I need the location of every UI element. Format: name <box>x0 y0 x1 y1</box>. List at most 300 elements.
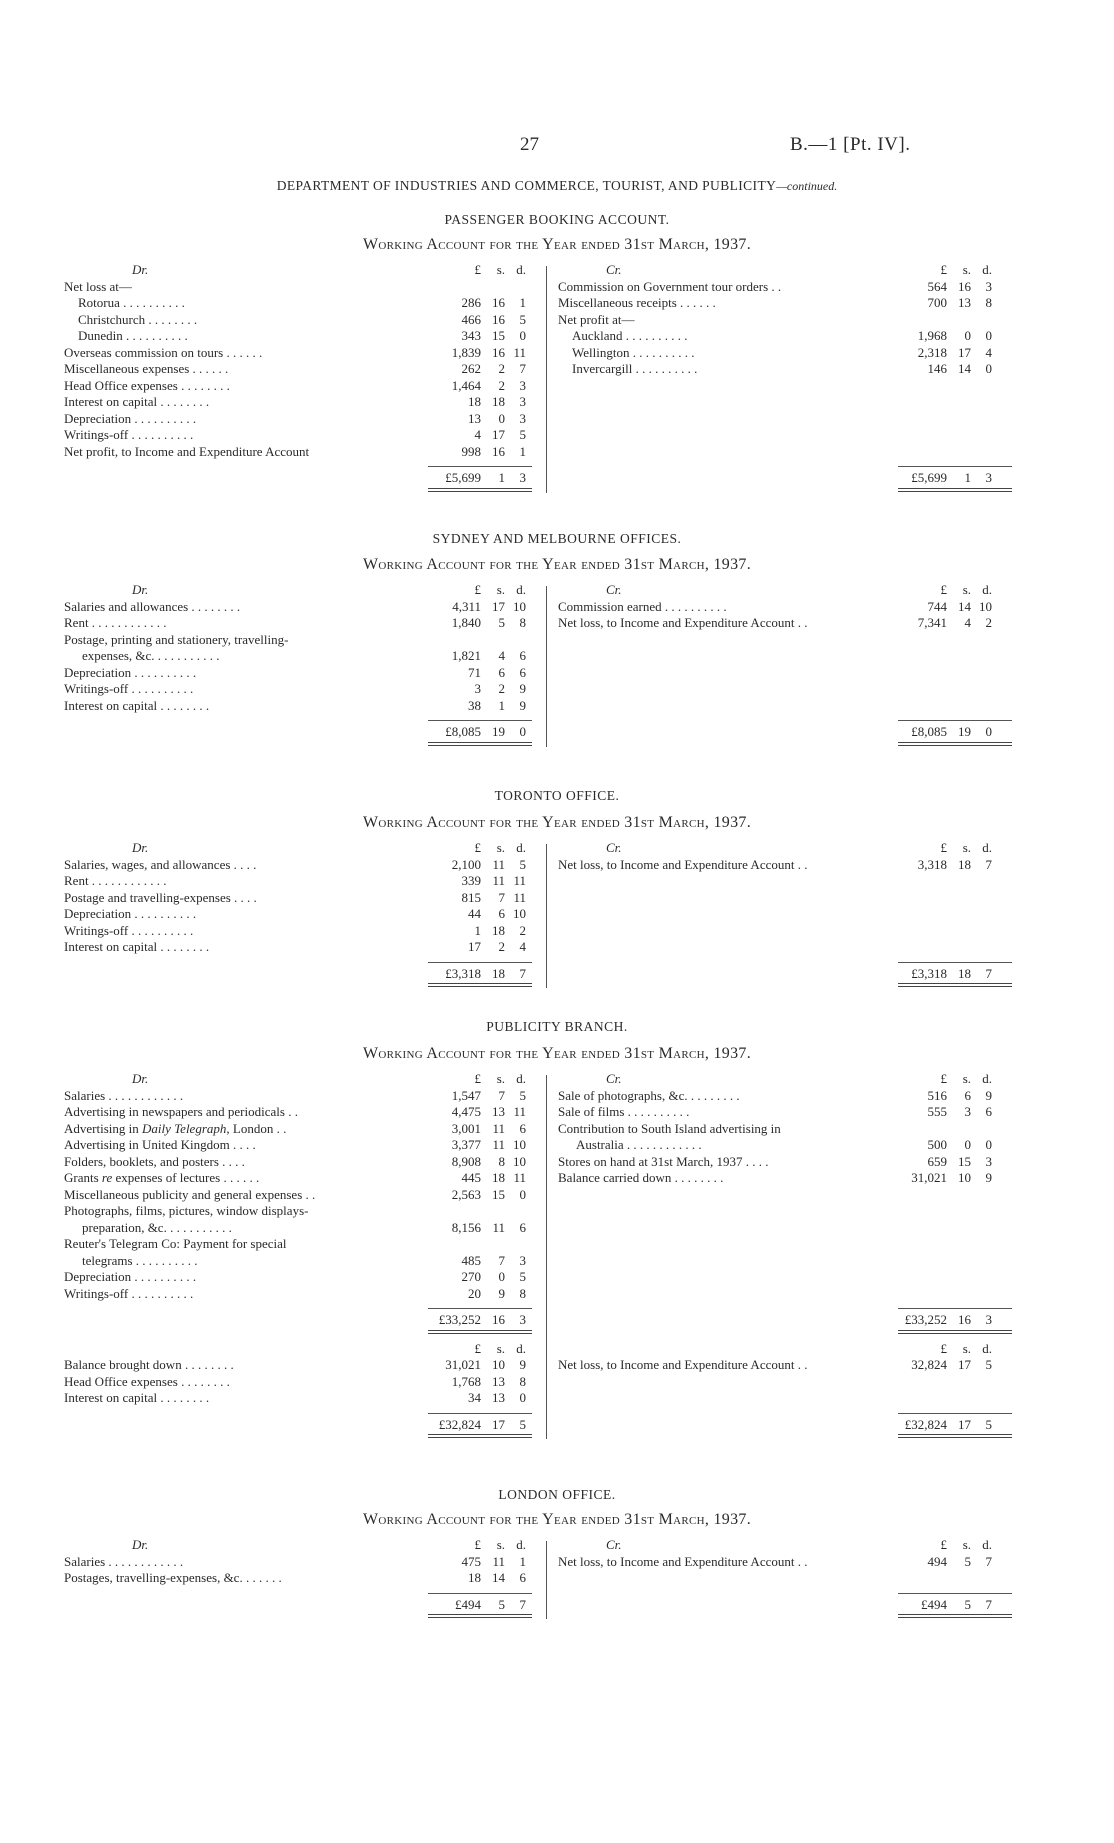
shillings: 2 <box>498 939 505 954</box>
debit-side-2 <box>62 1341 542 1442</box>
blank-row <box>552 378 1036 395</box>
pence: 5 <box>519 427 526 442</box>
debit-side-item <box>62 923 542 940</box>
pounds: £ <box>940 840 947 855</box>
credit-side-item-label: Net loss, to Income and Expenditure Account . . <box>558 615 808 630</box>
debit-side-item <box>62 378 542 395</box>
debit-side-item-label: Grants re expenses of lectures . . . . . . <box>64 1170 260 1185</box>
debit-side-item <box>62 1253 542 1270</box>
pounds: 998 <box>461 443 481 459</box>
debit-side-item <box>62 906 542 923</box>
shillings: 15 <box>492 1186 505 1202</box>
shillings: 8 <box>498 1153 505 1169</box>
pounds: £32,824 <box>438 1416 481 1432</box>
credit-side-item-label: Invercargill . . . . . . . . . . <box>572 361 698 376</box>
credit-side-item-amount <box>888 1088 992 1105</box>
credit-side-item-amount <box>888 599 992 616</box>
debit-side-side-label: Dr. <box>132 1537 149 1552</box>
debit-side-item-label: expenses, &c. . . . . . . . . . . <box>82 648 220 663</box>
pounds: 270 <box>461 1269 481 1284</box>
debit-side-item <box>62 1220 542 1237</box>
pence: d. <box>516 582 526 597</box>
debit-side-item <box>62 1137 542 1154</box>
pounds: £ <box>474 1537 481 1552</box>
shillings: s. <box>496 1340 505 1356</box>
pence: 5 <box>519 1416 526 1432</box>
shillings: 13 <box>492 1390 505 1405</box>
pence: 0 <box>985 328 992 343</box>
credit-side-item <box>552 361 1036 378</box>
debit-side-currency-header-amount <box>422 582 526 599</box>
credit-side-total-amount <box>888 724 992 741</box>
pounds: £ <box>474 582 481 597</box>
pounds: 815 <box>461 889 481 905</box>
shillings: 5 <box>498 615 505 630</box>
account-title: LONDON OFFICE. <box>498 1487 616 1502</box>
debit-side-item <box>62 295 542 312</box>
shillings: 0 <box>964 328 971 343</box>
shillings: 11 <box>492 1553 505 1569</box>
pence: 9 <box>519 681 526 696</box>
debit-side-item-amount <box>422 1121 526 1138</box>
debit-side-header <box>62 840 542 857</box>
debit-side-item-amount <box>422 923 526 940</box>
pence: 3 <box>519 1312 526 1327</box>
blank-row <box>552 1253 1036 1270</box>
blank-row <box>552 698 1036 715</box>
debit-side-item-amount <box>422 295 526 312</box>
pence: 7 <box>985 1596 992 1612</box>
shillings: 2 <box>498 377 505 393</box>
pounds: 8,156 <box>451 1219 481 1235</box>
debit-side-item-label: Writings-off . . . . . . . . . . <box>64 681 194 696</box>
debit-side-2-item-label: Balance brought down . . . . . . . . <box>64 1357 234 1372</box>
pounds: £ <box>474 262 481 277</box>
pounds: £ <box>474 1071 481 1086</box>
credit-side-item <box>552 1137 1036 1154</box>
debit-side-item-label: Folders, booklets, and posters . . . . <box>64 1153 245 1169</box>
debit-side-item <box>62 345 542 362</box>
pounds: 17 <box>468 939 481 954</box>
debit-side-currency-header-amount <box>422 840 526 857</box>
debit-side-item-label: Salaries and allowances . . . . . . . . <box>64 598 241 614</box>
blank-row <box>552 1286 1036 1303</box>
pence: 8 <box>519 615 526 630</box>
debit-side-item <box>62 873 542 890</box>
debit-side-2-item-amount <box>422 1374 526 1391</box>
debit-side-item-amount <box>422 939 526 956</box>
pence: d. <box>982 1537 992 1552</box>
shillings: 18 <box>492 965 505 981</box>
shillings: 7 <box>498 1087 505 1103</box>
debit-side-item-label: Writings-off . . . . . . . . . . <box>64 1285 194 1301</box>
debit-side-2-total-amount <box>422 1417 526 1434</box>
pounds: £8,085 <box>911 724 947 739</box>
account-title: PUBLICITY BRANCH. <box>486 1019 628 1034</box>
credit-side-2-total <box>552 1417 1036 1434</box>
debit-side-header <box>62 262 542 279</box>
column-divider <box>546 586 547 747</box>
credit-side-item-label: Miscellaneous receipts . . . . . . <box>558 295 716 310</box>
pounds: 1,464 <box>451 377 481 393</box>
credit-side <box>552 262 1036 495</box>
shillings: 14 <box>958 598 971 614</box>
debit-side-item-amount <box>422 890 526 907</box>
debit-side-item-label: Christchurch . . . . . . . . <box>78 311 198 327</box>
debit-side-item <box>62 444 542 461</box>
credit-side-item <box>552 599 1036 616</box>
account-subtitle: Working Account for the Year ended 31st March, 1937. <box>362 1511 751 1528</box>
account-title: TORONTO OFFICE. <box>494 788 620 803</box>
pence: 3 <box>985 1312 992 1327</box>
pence: 2 <box>985 615 992 630</box>
blank-row <box>552 1269 1036 1286</box>
credit-side-total <box>552 1312 1036 1329</box>
shillings: 18 <box>958 965 971 981</box>
debit-side-item-amount <box>422 345 526 362</box>
shillings: 11 <box>492 873 505 888</box>
credit-side-item <box>552 857 1036 874</box>
pounds: 32,824 <box>911 1357 947 1372</box>
account-subtitle: Working Account for the Year ended 31st March, 1937. <box>362 556 751 573</box>
pounds: 38 <box>468 697 481 713</box>
shillings: s. <box>496 1537 505 1552</box>
debit-side-item-label: Head Office expenses . . . . . . . . <box>64 377 230 393</box>
debit-side-item-label: Rent . . . . . . . . . . . . <box>64 615 167 630</box>
pounds: 564 <box>927 278 947 294</box>
credit-side-item <box>552 279 1036 296</box>
credit-side-item-label: Wellington . . . . . . . . . . <box>572 344 695 360</box>
pounds: 516 <box>927 1087 947 1103</box>
debit-side-item-amount <box>422 615 526 632</box>
shillings: 19 <box>492 724 505 739</box>
shillings: 17 <box>492 598 505 614</box>
debit-side-item-amount <box>422 1269 526 1286</box>
credit-side-item-label: Net loss, to Income and Expenditure Account . . <box>558 856 808 872</box>
credit-side-2-item-label: Net loss, to Income and Expenditure Account . . <box>558 1357 808 1372</box>
debit-side-item-amount <box>422 328 526 345</box>
credit-side-total-amount <box>888 1597 992 1614</box>
pounds: £32,824 <box>904 1416 947 1432</box>
credit-side-item-amount <box>888 361 992 378</box>
pence: 5 <box>519 1087 526 1103</box>
blank-row <box>552 1374 1036 1391</box>
pence: 3 <box>519 1252 526 1268</box>
shillings: s. <box>962 1537 971 1552</box>
pounds: 3,377 <box>451 1137 481 1152</box>
shillings: 11 <box>492 1137 505 1152</box>
credit-side-item-amount <box>888 295 992 312</box>
shillings: 1 <box>498 470 505 485</box>
pounds: 343 <box>461 328 481 343</box>
pounds: 3 <box>474 681 481 696</box>
double-rule <box>62 1329 542 1337</box>
debit-side-item-amount <box>422 1154 526 1171</box>
pounds: £5,699 <box>445 470 481 485</box>
debit-side <box>62 1071 542 1337</box>
pounds: 659 <box>927 1153 947 1169</box>
credit-side-item-label: Australia . . . . . . . . . . . . <box>576 1137 702 1152</box>
blank-row <box>552 1203 1036 1220</box>
credit-side-item-label: Net loss, to Income and Expenditure Account . . <box>558 1553 808 1569</box>
continued-note: —continued. <box>776 179 838 193</box>
debit-side-item <box>62 1203 542 1220</box>
double-rule <box>62 982 542 990</box>
debit-side-item-label: Rotorua . . . . . . . . . . <box>78 295 185 310</box>
pounds: 262 <box>461 361 481 376</box>
pounds: 1,768 <box>451 1373 481 1389</box>
credit-side-currency-header-amount <box>888 262 992 279</box>
credit-side <box>552 1537 1036 1621</box>
debit-side-item-amount <box>422 698 526 715</box>
debit-side-currency-header-amount <box>422 1071 526 1088</box>
debit-side-currency-header-amount <box>422 1537 526 1554</box>
debit-side-item-amount <box>422 444 526 461</box>
pence: 0 <box>519 328 526 343</box>
shillings: 13 <box>958 295 971 310</box>
pence: d. <box>982 262 992 277</box>
debit-side-2-currency-header-amount <box>422 1341 526 1358</box>
pounds: £3,318 <box>911 965 947 981</box>
pounds: 744 <box>927 598 947 614</box>
blank-row <box>552 427 1036 444</box>
pounds: 18 <box>468 1570 481 1585</box>
credit-side-item-amount <box>888 328 992 345</box>
debit-side-side-label: Dr. <box>132 262 149 277</box>
pence: 1 <box>519 443 526 459</box>
shillings: 16 <box>958 1312 971 1327</box>
pounds: £33,252 <box>904 1312 947 1327</box>
debit-side-item-label: Rent . . . . . . . . . . . . <box>64 873 167 888</box>
pence: 11 <box>513 889 526 905</box>
debit-side-total <box>62 1312 542 1329</box>
debit-side-side-label: Dr. <box>132 582 149 597</box>
shillings: 9 <box>498 1285 505 1301</box>
debit-side-total <box>62 1597 542 1614</box>
pounds: £494 <box>455 1596 481 1612</box>
shillings: 4 <box>498 648 505 663</box>
debit-side <box>62 1537 542 1621</box>
debit-side-item-label: Reuter's Telegram Co: Payment for special <box>64 1236 287 1251</box>
debit-side-header <box>62 1071 542 1088</box>
debit-side-item <box>62 665 542 682</box>
pounds: 146 <box>927 361 947 376</box>
double-rule <box>552 1613 1036 1621</box>
credit-side-currency-header-amount <box>888 582 992 599</box>
total-rule <box>552 460 1036 470</box>
credit-side-total-amount <box>888 966 992 983</box>
debit-side-item <box>62 1104 542 1121</box>
pence: 9 <box>519 1357 526 1372</box>
shillings: 4 <box>964 615 971 630</box>
credit-side-header <box>552 1537 1036 1554</box>
debit-side <box>62 840 542 990</box>
pence: 3 <box>985 470 992 485</box>
pence: 7 <box>519 965 526 981</box>
pounds: 4,475 <box>451 1104 481 1119</box>
double-rule <box>552 741 1036 749</box>
pence: 5 <box>519 311 526 327</box>
debit-side-item-label: Depreciation . . . . . . . . . . <box>64 906 197 921</box>
account-title: PASSENGER BOOKING ACCOUNT. <box>444 212 670 227</box>
credit-side-total-amount <box>888 470 992 487</box>
account-subtitle: Working Account for the Year ended 31st March, 1937. <box>362 236 751 253</box>
debit-side-item-amount <box>422 648 526 665</box>
shillings: 11 <box>492 1120 505 1136</box>
pounds: £33,252 <box>438 1312 481 1327</box>
debit-side <box>62 262 542 495</box>
debit-side-item-label: Salaries . . . . . . . . . . . . <box>64 1087 184 1103</box>
pence: 11 <box>513 344 526 360</box>
pence: 3 <box>519 377 526 393</box>
pence: 7 <box>985 856 992 872</box>
blank-row <box>552 1236 1036 1253</box>
pence: 9 <box>985 1170 992 1185</box>
blank-row <box>552 444 1036 461</box>
shillings: s. <box>496 1071 505 1086</box>
pence: 0 <box>985 724 992 739</box>
debit-side-header <box>62 1537 542 1554</box>
debit-side-item-amount <box>422 312 526 329</box>
credit-side-currency-header-amount <box>888 1537 992 1554</box>
debit-side-item-label: Salaries . . . . . . . . . . . . <box>64 1553 184 1569</box>
debit-side-item-label: Interest on capital . . . . . . . . <box>64 939 210 954</box>
credit-side-2-currency-header-amount <box>888 1341 992 1358</box>
debit-side-item-label: Postages, travelling-expenses, &c. . . . . . . <box>64 1570 282 1585</box>
debit-side-item-label: Miscellaneous expenses . . . . . . <box>64 361 229 376</box>
debit-side-item-amount <box>422 378 526 395</box>
blank-row <box>552 1187 1036 1204</box>
debit-side-total-amount <box>422 1312 526 1329</box>
pence: 4 <box>519 939 526 954</box>
pence: 5 <box>519 856 526 872</box>
credit-side-total <box>552 966 1036 983</box>
pounds: £494 <box>921 1596 947 1612</box>
total-rule <box>62 1302 542 1312</box>
credit-side-side-label: Cr. <box>606 582 622 597</box>
pence: 7 <box>985 1553 992 1569</box>
pence: 8 <box>519 1373 526 1389</box>
pounds: 3,318 <box>917 856 947 872</box>
shillings: 1 <box>498 697 505 713</box>
blank-row <box>552 681 1036 698</box>
credit-side-item <box>552 1088 1036 1105</box>
credit-side-item-label: Net profit at— <box>558 311 635 327</box>
debit-side-item-label: Advertising in newspapers and periodicals . . <box>64 1104 298 1119</box>
shillings: 6 <box>498 664 505 680</box>
debit-side-item <box>62 890 542 907</box>
credit-side-side-label: Cr. <box>606 1071 622 1086</box>
pounds: 1,968 <box>917 328 947 343</box>
blank-row <box>552 632 1036 649</box>
debit-side-2-item-label: Interest on capital . . . . . . . . <box>64 1390 210 1405</box>
pence: 3 <box>985 1153 992 1169</box>
credit-side-item <box>552 345 1036 362</box>
pounds: 485 <box>461 1252 481 1268</box>
pence: 0 <box>519 1390 526 1405</box>
pence: 6 <box>519 1120 526 1136</box>
pounds: 20 <box>468 1285 481 1301</box>
total-rule <box>62 1587 542 1597</box>
shillings: 2 <box>498 681 505 696</box>
pence: 7 <box>519 361 526 376</box>
credit-side-item-label: Commission on Government tour orders . . <box>558 278 782 294</box>
shillings: 0 <box>964 1137 971 1152</box>
pounds: 2,100 <box>451 856 481 872</box>
pounds: 1 <box>474 922 481 938</box>
debit-side-item-label: Overseas commission on tours . . . . . . <box>64 344 263 360</box>
debit-side-item-amount <box>422 1570 526 1587</box>
shillings: s. <box>496 582 505 597</box>
shillings: 16 <box>492 443 505 459</box>
shillings: 16 <box>958 278 971 294</box>
credit-side-header <box>552 262 1036 279</box>
credit-side-item-label: Stores on hand at 31st March, 1937 . . . . <box>558 1153 769 1169</box>
credit-side-side-label: Cr. <box>606 840 622 855</box>
pounds: 1,547 <box>451 1087 481 1103</box>
shillings: 16 <box>492 1312 505 1327</box>
pounds: £ <box>940 582 947 597</box>
pence: 10 <box>513 598 526 614</box>
shillings: 17 <box>492 1416 505 1432</box>
total-rule <box>552 1587 1036 1597</box>
credit-side-item <box>552 615 1036 632</box>
debit-side-2-item <box>62 1374 542 1391</box>
blank-row <box>552 665 1036 682</box>
credit-side-item <box>552 1121 1036 1138</box>
pounds: 1,840 <box>451 615 481 630</box>
shillings: s. <box>962 1071 971 1086</box>
department-name: DEPARTMENT OF INDUSTRIES AND COMMERCE, TOURIST, AND PUBLICITY <box>276 178 777 193</box>
pounds: 466 <box>461 311 481 327</box>
shillings: 3 <box>964 1104 971 1119</box>
pounds: 339 <box>461 873 481 888</box>
credit-side <box>552 1071 1036 1337</box>
account-title: SYDNEY AND MELBOURNE OFFICES. <box>432 531 682 546</box>
column-divider <box>546 1075 547 1439</box>
credit-side-item-amount <box>888 857 992 874</box>
pence: 11 <box>513 873 526 888</box>
debit-side-item-amount <box>422 361 526 378</box>
credit-side-header <box>552 582 1036 599</box>
debit-side-item-label: Advertising in Daily Telegraph, London . . <box>64 1120 287 1136</box>
credit-side-total-amount <box>888 1312 992 1329</box>
shillings: 16 <box>492 344 505 360</box>
pence: 10 <box>513 1137 526 1152</box>
credit-side-item <box>552 1154 1036 1171</box>
blank-row <box>552 648 1036 665</box>
debit-side-item-label: telegrams . . . . . . . . . . <box>82 1252 198 1268</box>
pence: 11 <box>513 1104 526 1119</box>
page-number: 27 <box>520 134 539 155</box>
debit-side-item-label: Photographs, films, pictures, window displays- <box>64 1203 309 1218</box>
shillings: 13 <box>492 1104 505 1119</box>
shillings: 14 <box>492 1570 505 1585</box>
debit-side-item <box>62 1570 542 1587</box>
debit-side-item-amount <box>422 1088 526 1105</box>
pounds: £ <box>940 1340 947 1356</box>
shillings: 13 <box>492 1373 505 1389</box>
credit-side-item-amount <box>888 1137 992 1154</box>
pence: 6 <box>519 1219 526 1235</box>
shillings: 10 <box>492 1357 505 1372</box>
credit-side-item-amount <box>888 1104 992 1121</box>
blank-row <box>552 394 1036 411</box>
pounds: 2,563 <box>451 1186 481 1202</box>
debit-side-item-label: Interest on capital . . . . . . . . <box>64 394 210 409</box>
pence: 6 <box>985 1104 992 1119</box>
shillings: 14 <box>958 361 971 376</box>
